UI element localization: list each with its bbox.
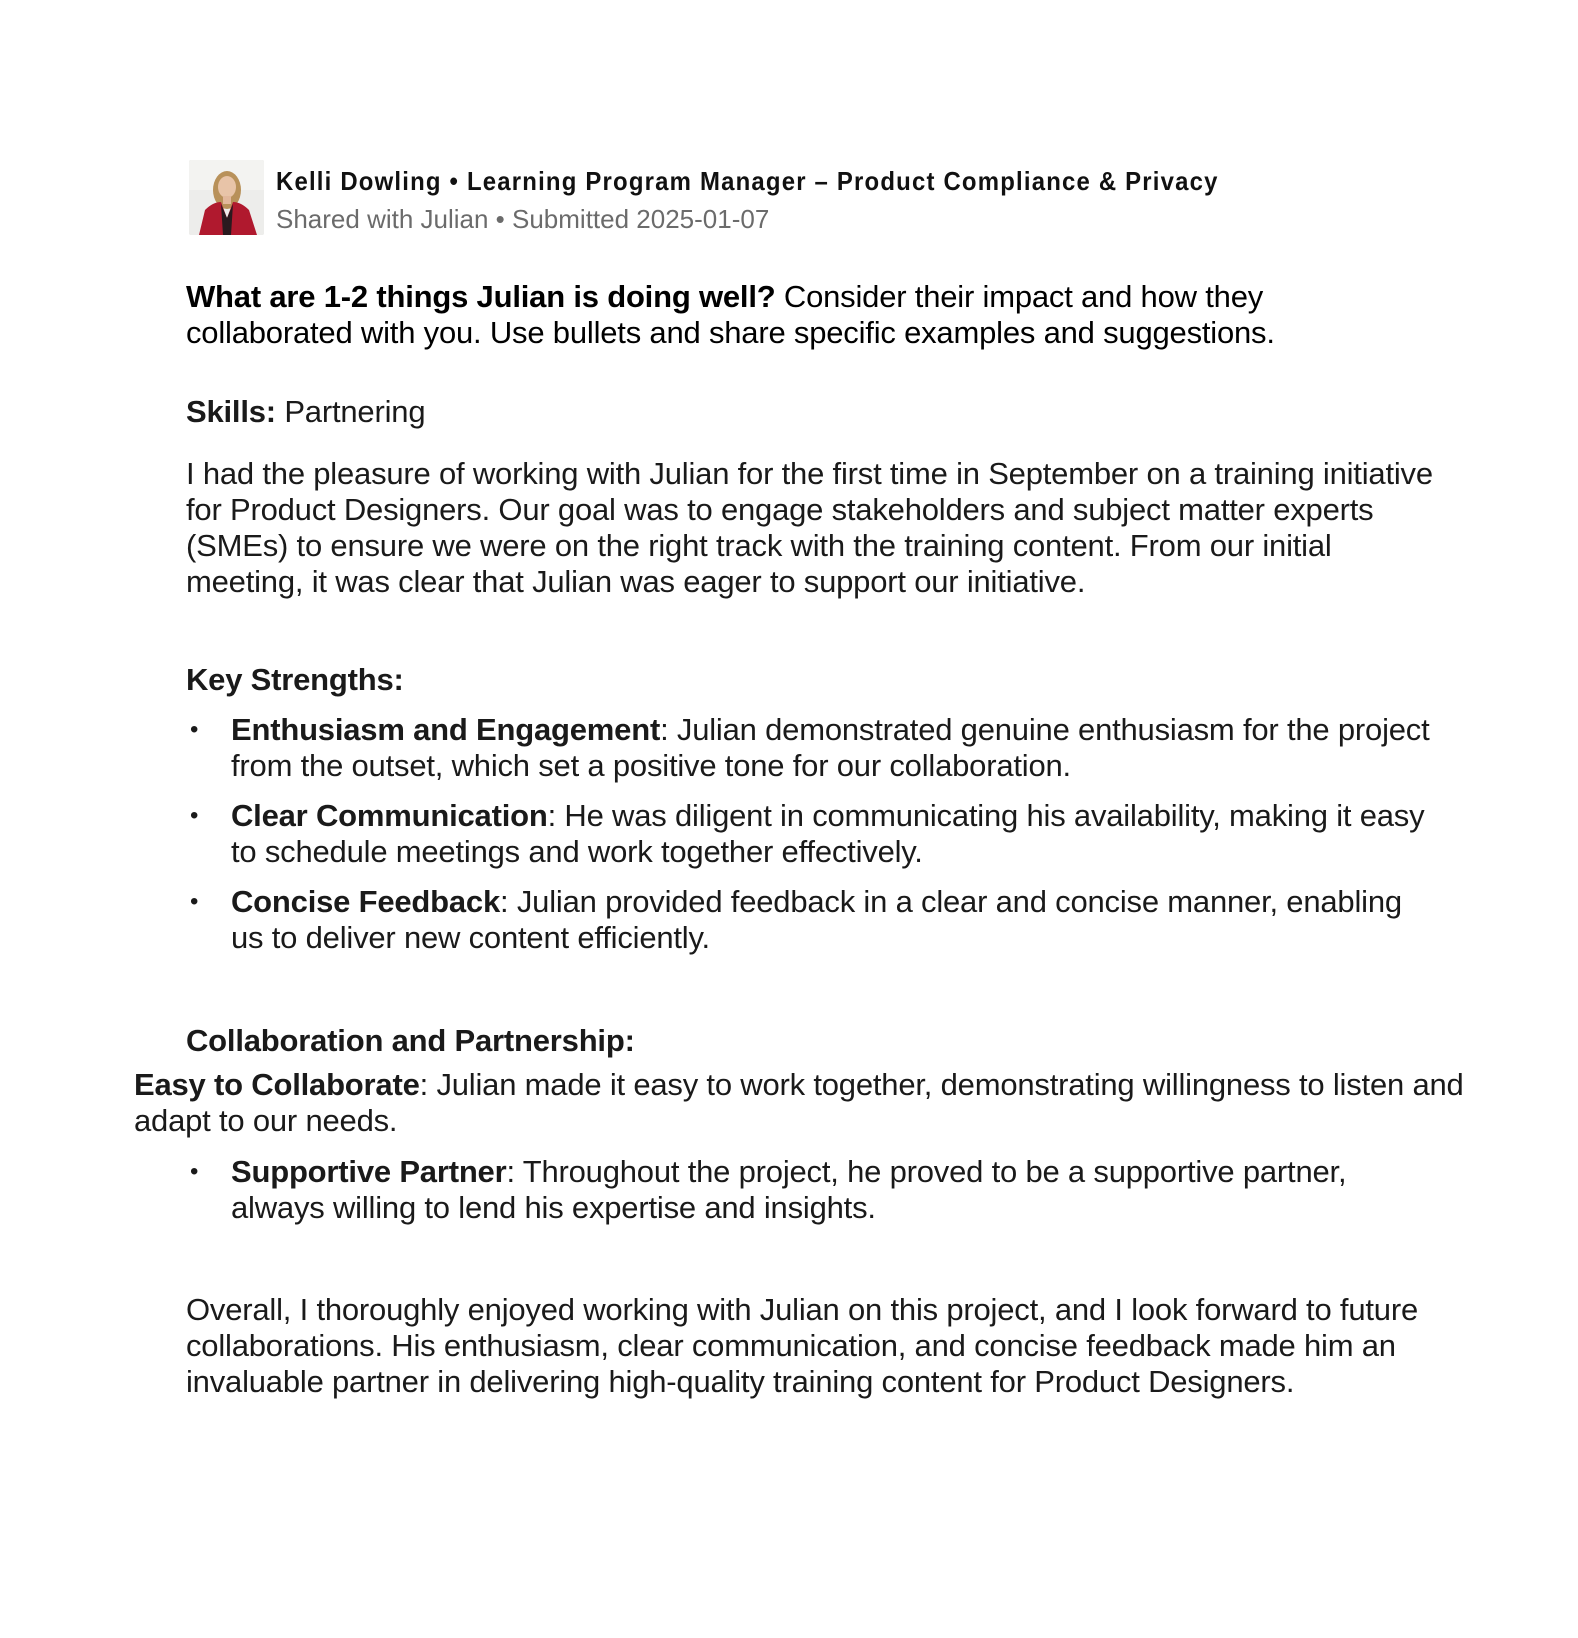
bullet-icon: •: [190, 1158, 199, 1185]
easy-to-collaborate-paragraph: [134, 1067, 1464, 1139]
collaboration-list: [186, 1154, 1436, 1226]
strength-text: : He was diligent in communicating his availability, making it easy to schedule meetings and work together effectively.: [231, 798, 1425, 869]
author-line: Kelli Dowling • Learning Program Manager – Product Compliance & Privacy: [276, 166, 1219, 196]
strength-title: Concise Feedback: [231, 884, 501, 919]
collab-item-title: Supportive Partner: [231, 1154, 507, 1189]
list-item: [186, 1154, 1436, 1226]
skills-value: Partnering: [275, 394, 426, 429]
bullet-icon: •: [190, 802, 199, 829]
bullet-icon: •: [190, 888, 199, 915]
skills-line: [186, 394, 1386, 430]
collab-item-text: : Throughout the project, he proved to be a supportive partner, always willing to lend his expertise and insights.: [231, 1154, 1347, 1225]
intro-paragraph: I had the pleasure of working with Julian for the first time in September on a training initiative for Product Designers. Our goal was to engage stakeholders and subject matter experts (SMEs) to ensure we were on the right track with the training content. From our initial meeting, it was clear that Julian was eager to support our initiative.: [186, 456, 1433, 599]
collaboration-heading: Collaboration and Partnership:: [186, 1023, 635, 1058]
person-avatar-icon: [189, 160, 264, 235]
list-item: [186, 798, 1436, 870]
feedback-question: [186, 279, 1426, 351]
key-strengths-heading: Key Strengths:: [186, 662, 404, 697]
strength-title: Enthusiasm and Engagement: [231, 712, 661, 747]
strength-text: : Julian provided feedback in a clear and concise manner, enabling us to deliver new content efficiently.: [231, 884, 1402, 955]
key-strengths-list: [186, 712, 1436, 970]
bullet-icon: •: [190, 716, 199, 743]
question-prompt: What are 1-2 things Julian is doing well?: [186, 279, 776, 314]
list-item: [186, 884, 1436, 956]
skills-label: Skills:: [186, 394, 276, 429]
easy-title: Easy to Collaborate: [134, 1067, 420, 1102]
strength-title: Clear Communication: [231, 798, 548, 833]
feedback-header: [189, 160, 1301, 235]
easy-text: : Julian made it easy to work together, demonstrating willingness to listen and adapt to our needs.: [134, 1067, 1464, 1138]
overall-paragraph: Overall, I thoroughly enjoyed working with Julian on this project, and I look forward to future collaborations. His enthusiasm, clear communication, and concise feedback made him an invaluable partner in delivering high-quality training content for Product Designers.: [186, 1292, 1418, 1399]
strength-text: : Julian demonstrated genuine enthusiasm for the project from the outset, which set a positive tone for our collaboration.: [231, 712, 1430, 783]
shared-submitted-meta: Shared with Julian • Submitted 2025-01-07: [276, 204, 770, 234]
question-instructions: Consider their impact and how they collaborated with you. Use bullets and share specific examples and suggestions.: [186, 279, 1275, 350]
list-item: [186, 712, 1436, 784]
